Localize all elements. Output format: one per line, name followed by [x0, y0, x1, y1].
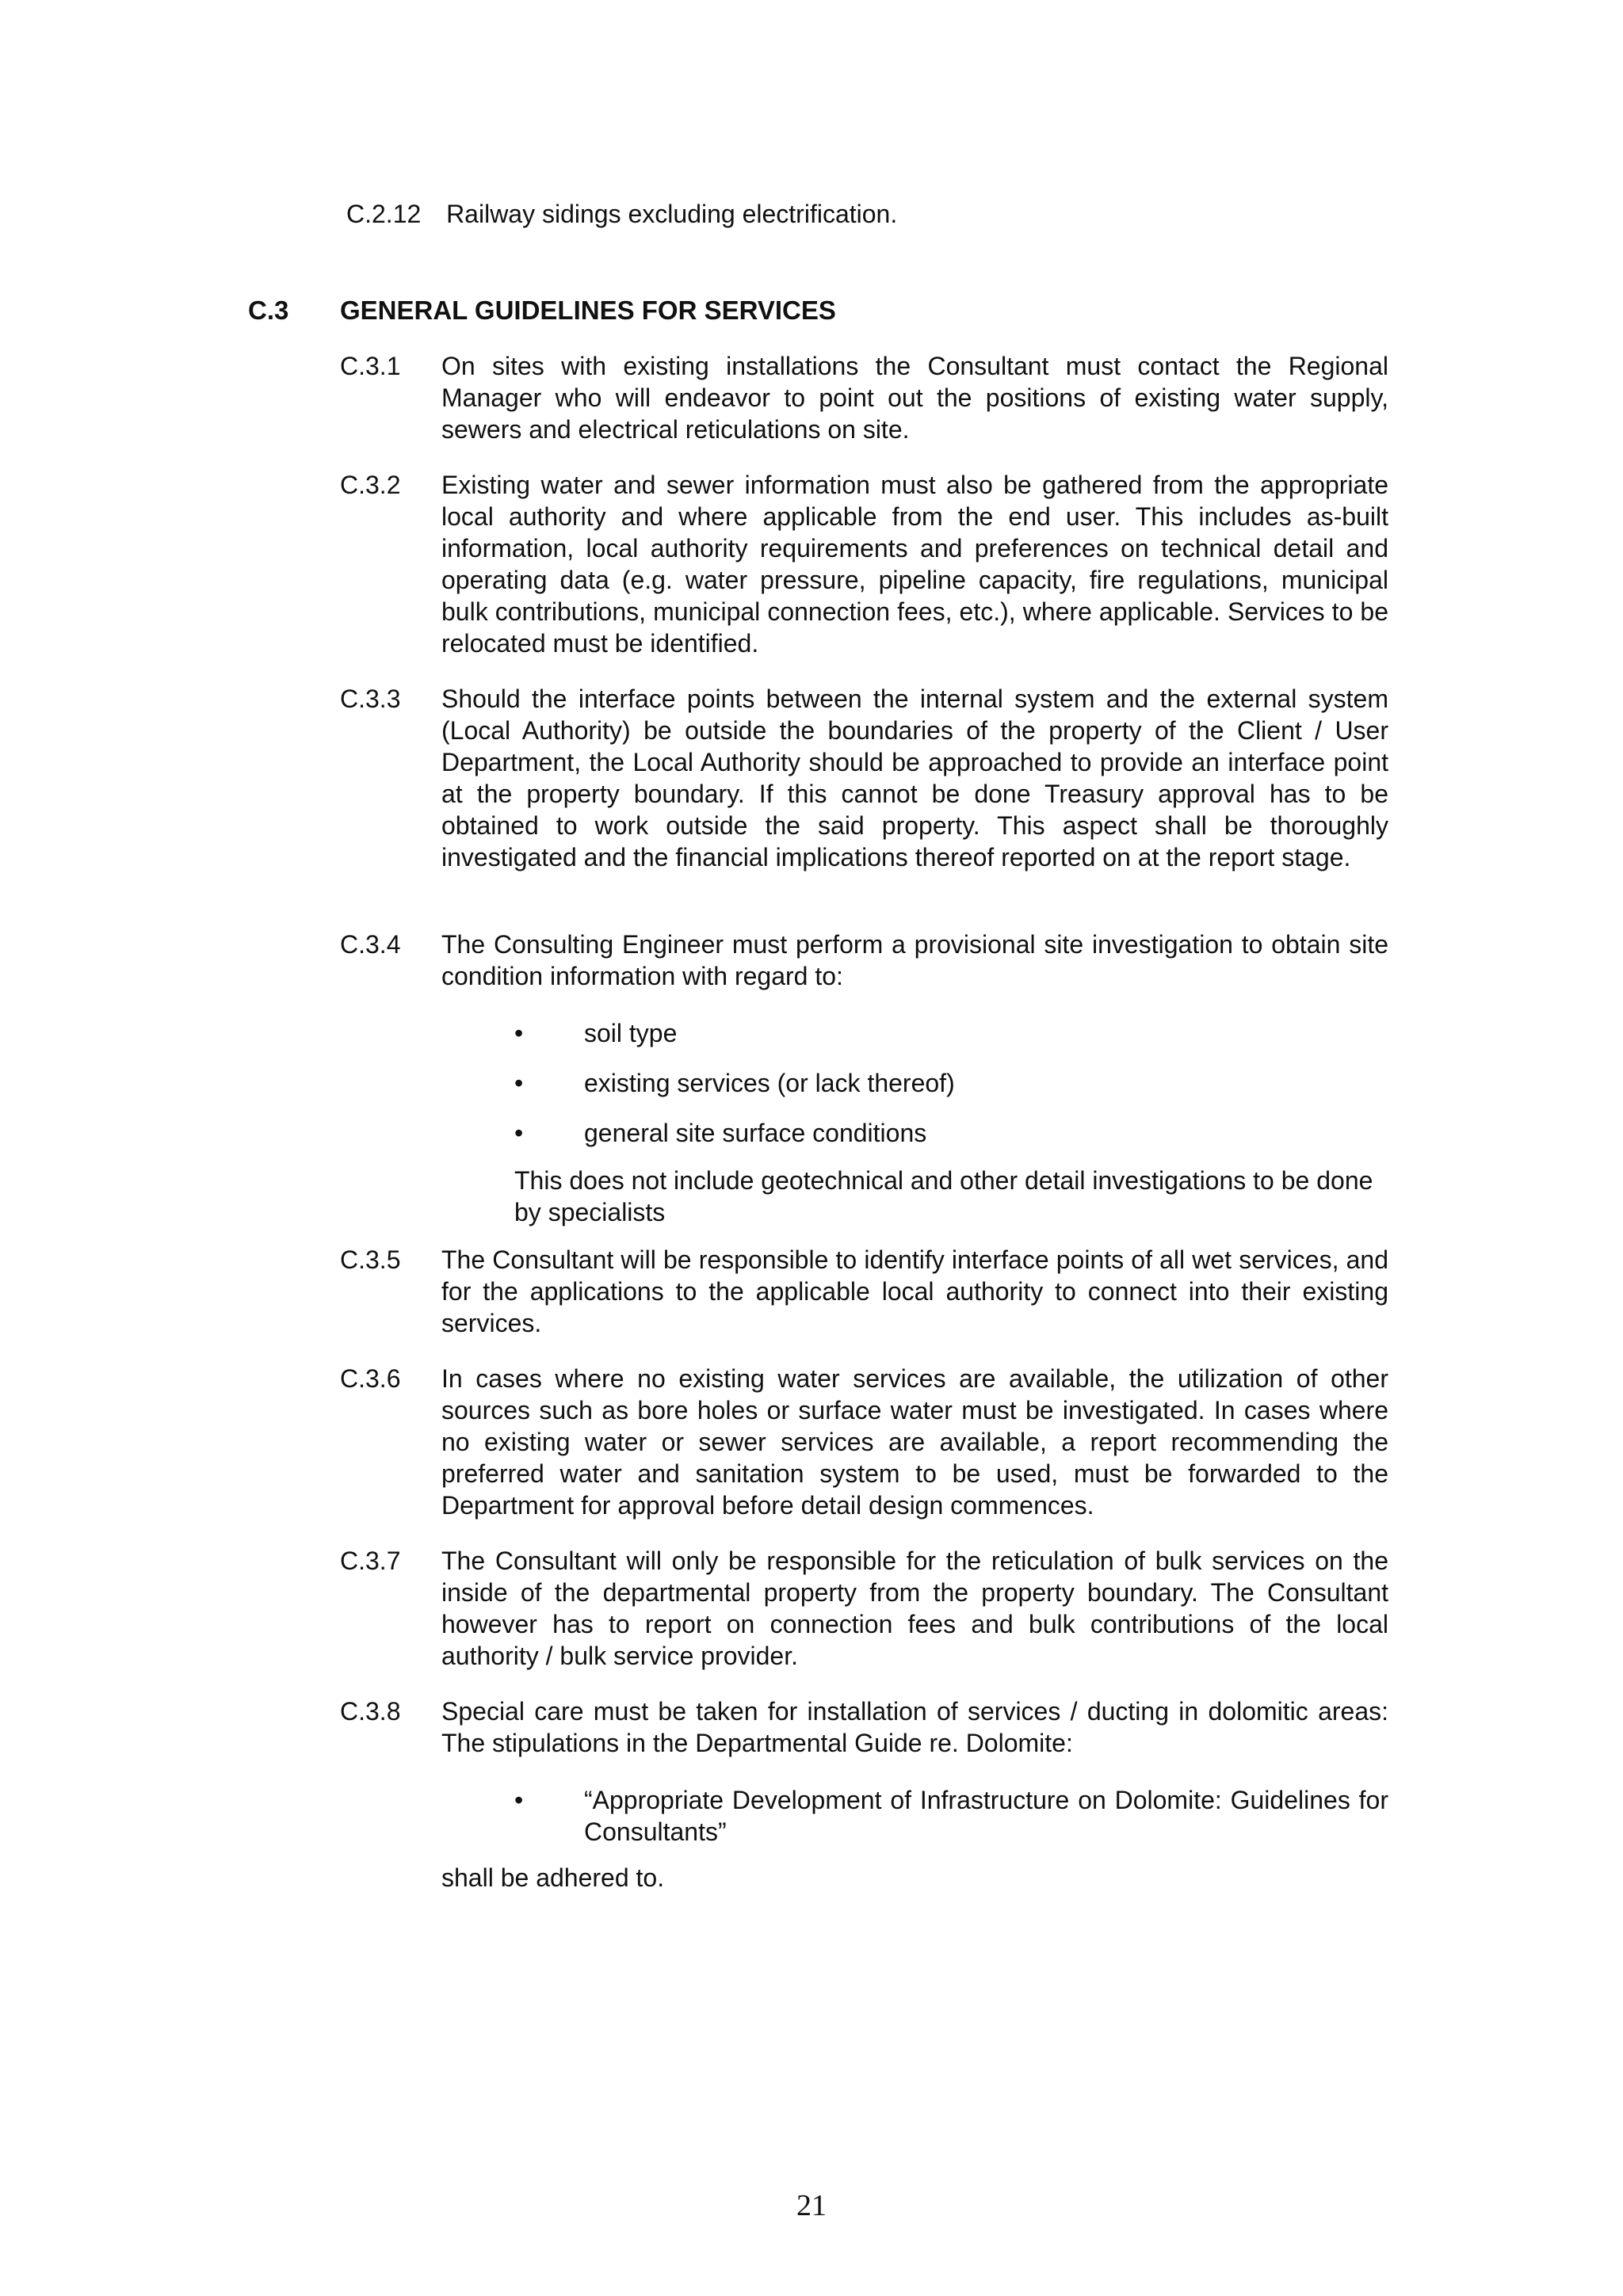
bullet-icon: • [514, 1786, 524, 1814]
bullet-icon: • [514, 1019, 524, 1047]
clause-text-c-3-5: The Consultant will be responsible to identify interface points of all wet services, and for the applications to the applicable local authority to connect into their existing services. [441, 1245, 1388, 1337]
clause-number-c-3-1: C.3.1 [340, 352, 401, 380]
clause-text-c-3-2: Existing water and sewer information must also be gathered from the appropriate local authority and where applicable from the end user. This includes as-built information, local authority requirements and preferences on technical detail and operating data (e.g. water pressure, pipeline capacity, fire regulations, municipal bulk contributions, municipal connection fees, etc.), where applicable. Services to be relocated must be identified. [441, 471, 1388, 658]
list-item [514, 1784, 1388, 1848]
page-number: 21 [796, 2189, 827, 2222]
section-title: GENERAL GUIDELINES FOR SERVICES [340, 296, 836, 325]
clause-text-c-3-8: Special care must be taken for installation of services / ducting in dolomitic areas: The stipulations in the Departmental Guide re. Dolomite: [441, 1697, 1388, 1757]
site-condition-list [514, 1017, 1388, 1167]
clause-number-c-3-4: C.3.4 [340, 930, 401, 959]
clause-number-c-3-7: C.3.7 [340, 1547, 401, 1575]
list-item [514, 1017, 1388, 1049]
bullet-icon: • [514, 1069, 524, 1097]
clause-text-c-3-1: On sites with existing installations the Consultant must contact the Regional Manager who will endeavor to point out the positions of existing water supply, sewers and electrical reticulations on site. [441, 352, 1388, 444]
section-number: C.3 [248, 296, 289, 325]
list-item [514, 1067, 1388, 1099]
clause-number-c-3-5: C.3.5 [340, 1245, 401, 1274]
clause-number-c-3-6: C.3.6 [340, 1364, 401, 1393]
clause-closing-c-3-8: shall be adhered to. [441, 1863, 665, 1892]
clause-number-c-3-3: C.3.3 [340, 685, 401, 713]
list-item [514, 1117, 1388, 1149]
intro-item-number: C.2.12 [346, 200, 422, 228]
intro-item [346, 198, 897, 230]
clause-note-c-3-4: This does not include geotechnical and other detail investigations to be done by specialists [514, 1166, 1373, 1226]
intro-item-text: Railway sidings excluding electrification. [446, 200, 898, 228]
list-item-text: soil type [584, 1019, 678, 1047]
dolomite-guide-list [514, 1784, 1388, 1866]
clause-text-c-3-3: Should the interface points between the internal system and the external system (Local Authority) be outside the boundaries of the property of the Client / User Department, the Local Authority should be approached to provide an interface point at the property boundary. If this cannot be done Treasury approval has to be obtained to work outside the said property. This aspect shall be thoroughly investigated and the financial implications thereof reported on at the report stage. [441, 685, 1388, 871]
clause-number-c-3-8: C.3.8 [340, 1697, 401, 1726]
list-item-text: general site surface conditions [584, 1119, 927, 1147]
clause-text-c-3-6: In cases where no existing water services are available, the utilization of other sources such as bore holes or surface water must be investigated. In cases where no existing water or sewer services are available, a report recommending the preferred water and sanitation system to be used, must be forwarded to the Department for approval before detail design commences. [441, 1364, 1388, 1520]
clause-text-c-3-4: The Consulting Engineer must perform a provisional site investigation to obtain site condition information with regard to: [441, 930, 1388, 990]
list-item-text: existing services (or lack thereof) [584, 1069, 955, 1097]
clause-number-c-3-2: C.3.2 [340, 471, 401, 499]
list-item-text: “Appropriate Development of Infrastructure on Dolomite: Guidelines for Consultants” [584, 1786, 1388, 1846]
clause-text-c-3-7: The Consultant will only be responsible for the reticulation of bulk services on the inside of the departmental property from the property boundary. The Consultant however has to report on connection fees and bulk contributions of the local authority / bulk service provider. [441, 1547, 1388, 1670]
bullet-icon: • [514, 1119, 524, 1147]
